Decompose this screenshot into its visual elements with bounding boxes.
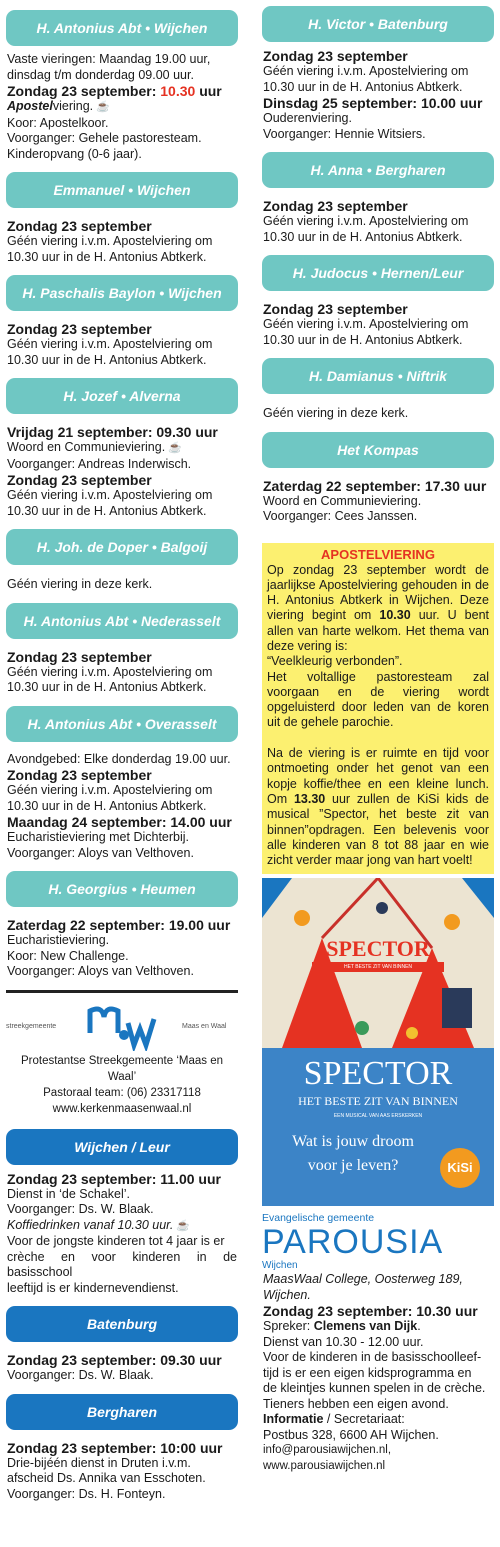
church-section [6, 1394, 238, 1503]
detail-line [263, 80, 493, 96]
line-text: Voorganger: Hennie Witsiers. [263, 126, 426, 141]
parousia-top: Evangelische gemeente [262, 1212, 375, 1225]
church-header: H. Jozef • Alverna [6, 378, 238, 414]
line-text: 10.30 uur in de H. Antonius Abtkerk. [263, 332, 463, 347]
parousia-info-label [263, 1412, 493, 1428]
line-text: Eucharistieviering met Dichterbij. [7, 830, 190, 844]
church-details [6, 1171, 238, 1297]
coffee-cup-icon: ☕ [93, 101, 110, 113]
detail-line [7, 577, 237, 593]
service-date [7, 83, 237, 99]
parousia-city: Wijchen [262, 1260, 298, 1272]
apostel-theme: “Veelkleurig verbonden”. [267, 654, 403, 669]
detail-line [7, 1471, 237, 1487]
church-details [262, 478, 494, 525]
service-date: Maandag 24 september: 14.00 uur [7, 814, 232, 830]
apostel-title: APOSTELVIERING [321, 546, 435, 562]
line-text: Woord en Communieviering. [263, 493, 422, 508]
line-text: crèche en voor kinderen in de basisschool [7, 1249, 237, 1279]
parousia-tieners: Tieners hebben een eigen avond. [263, 1396, 449, 1411]
streekgemeente-logo [6, 999, 238, 1053]
church-details [6, 1352, 238, 1384]
date-text: Zondag 23 september: [7, 83, 161, 99]
line-text: Voorganger: Ds. W. Blaak. [7, 1368, 154, 1382]
protestant-church-list [6, 1129, 238, 1503]
line-text: viering. [52, 99, 94, 113]
church-header: Het Kompas [262, 432, 494, 468]
parousia-address: MaasWaal College, Oosterweg 189, Wijchen. [263, 1272, 463, 1302]
parousia-spreker: Spreker: Clemens van Dijk. [263, 1319, 421, 1334]
church-header: H. Damianus • Niftrik [262, 358, 494, 394]
line-text: Géén viering i.v.m. Apostelviering om [7, 337, 213, 351]
detail-line [263, 214, 493, 230]
line-text: Voorganger: Ds. W. Blaak. [7, 1202, 154, 1216]
detail-line [7, 799, 237, 815]
church-section [6, 529, 238, 593]
line-text: Géén viering in deze kerk. [263, 406, 409, 420]
detail-line [7, 1368, 237, 1384]
line-text: Géén viering i.v.m. Apostelviering om [7, 783, 213, 797]
detail-line [7, 680, 237, 696]
kisi-logo: KiSi [440, 1148, 480, 1188]
service-date: Zondag 23 september [263, 198, 408, 214]
line-text: 10.30 uur in de H. Antonius Abtkerk. [7, 680, 207, 694]
service-date: Zondag 23 september: 10:00 uur [7, 1439, 223, 1456]
church-section [262, 6, 494, 142]
line-text: Dienst in ‘de Schakel’. [7, 1186, 130, 1201]
detail-line [7, 1234, 237, 1250]
line-text: afscheid Ds. Annika van Esschoten. [7, 1471, 206, 1485]
service-date: Zondag 23 september [263, 301, 408, 317]
protestant-name: Protestantse Streekgemeente ‘Maas en Waal’ [20, 1054, 223, 1083]
poster-title: SPECTOR [303, 1055, 453, 1093]
service-date: Zondag 23 september [7, 648, 152, 665]
left-column [6, 0, 238, 1502]
mw-logo-icon [84, 1001, 164, 1051]
detail-line [7, 234, 237, 250]
detail-line [7, 131, 237, 147]
protestant-team: Pastoraal team: (06) 23317118 [43, 1086, 201, 1099]
church-details [262, 198, 494, 245]
church-header: Emmanuel • Wijchen [6, 172, 238, 208]
line-text: 10.30 uur in de H. Antonius Abtkerk. [263, 229, 463, 244]
church-section [6, 1129, 238, 1297]
parousia-post: Postbus 328, 6600 AH Wijchen. [263, 1427, 439, 1442]
spector-poster [262, 878, 494, 1206]
line-text: Koffiedrinken vanaf 10.30 uur. [7, 1217, 174, 1232]
parousia-contact[interactable]: info@parousiawijchen.nl, www.parousiawijchen.nl [263, 1444, 392, 1472]
line-text: Géén viering i.v.m. Apostelviering om [263, 317, 469, 331]
line-text: Drie-bijéén dienst in Druten i.v.m. [7, 1455, 191, 1470]
parousia-kids3: de kleintjes kunnen spelen in de crèche. [263, 1381, 486, 1396]
detail-line [7, 964, 237, 980]
apostel-time1: 10.30 [379, 608, 411, 623]
line-text: Voorganger: Gehele pastoresteam. [7, 131, 202, 145]
line-text: Voorganger: Cees Janssen. [263, 509, 418, 523]
protestant-site[interactable]: www.kerkenmaasenwaal.nl [52, 1102, 192, 1115]
church-header: H. Georgius • Heumen [6, 871, 238, 907]
church-section [6, 871, 238, 980]
line-text: 10.30 uur in de H. Antonius Abtkerk. [7, 249, 207, 264]
detail-line [263, 317, 493, 333]
detail-line [263, 509, 493, 525]
church-section [262, 255, 494, 348]
service-date: Zondag 23 september [7, 767, 152, 783]
church-details [6, 1440, 238, 1503]
apostel-p1b: uur. U bent allen van harte welkom. Het thema van deze vering is: [267, 608, 489, 653]
line-text: dinsdag t/m donderdag 09.00 uur. [7, 67, 194, 82]
detail-line [7, 99, 237, 116]
detail-line [7, 337, 237, 353]
detail-line [7, 116, 237, 132]
parousia-kids2: tijd is er een eigen kidsprogramma en [263, 1365, 472, 1380]
apostel-text [267, 563, 489, 869]
detail-line [7, 250, 237, 266]
line-text: Géén viering i.v.m. Apostelviering om [7, 488, 213, 502]
detail-line [7, 488, 237, 504]
line-text: Woord en Communieviering. [7, 440, 166, 454]
church-section [6, 603, 238, 696]
parousia-logo: PAROUSIA [262, 1223, 444, 1262]
church-header: H. Victor • Batenburg [262, 6, 494, 42]
line-text: 10.30 uur in de H. Antonius Abtkerk. [7, 352, 207, 367]
logo-text-left: streekgemeente [6, 1022, 57, 1030]
line-text: 10.30 uur in de H. Antonius Abtkerk. [263, 79, 463, 94]
church-section [6, 172, 238, 265]
detail-line [263, 64, 493, 80]
church-header: H. Antonius Abt • Nederasselt [6, 603, 238, 639]
line-text: Voorganger: Andreas Inderwisch. [7, 456, 192, 471]
line-text: 10.30 uur in de H. Antonius Abtkerk. [7, 798, 207, 813]
line-text: Géén viering i.v.m. Apostelviering om [7, 664, 213, 679]
line-text: Koor: New Challenge. [7, 948, 129, 963]
service-date: Zaterdag 22 september: 17.30 uur [263, 477, 487, 494]
detail-line [7, 1456, 237, 1472]
service-date: Zondag 23 september: 11.00 uur [7, 1170, 221, 1187]
line-text: Kinderopvang (0-6 jaar). [7, 146, 142, 161]
coffee-cup-icon: ☕ [173, 1219, 191, 1232]
detail-line [7, 783, 237, 799]
church-details [262, 301, 494, 348]
poster-banner: SPECTOR [326, 936, 430, 962]
right-column [262, 0, 494, 1474]
church-details [6, 321, 238, 368]
service-date: Zondag 23 september [7, 472, 152, 488]
detail-line [7, 665, 237, 681]
line-text: 10.30 uur in de H. Antonius Abtkerk. [7, 503, 207, 518]
service-date: Vrijdag 21 september: 09.30 uur [7, 424, 218, 440]
logo-text-right: Maas en Waal [182, 1022, 227, 1030]
detail-line [7, 68, 237, 84]
left-church-list [6, 10, 238, 980]
line-text: Géén viering i.v.m. Apostelviering om [263, 64, 469, 78]
detail-line [7, 1250, 237, 1281]
church-details [6, 649, 238, 696]
detail-line [263, 230, 493, 246]
detail-line [263, 494, 493, 510]
church-details [6, 218, 238, 265]
apostel-word: Apostel [7, 99, 53, 113]
service-date: Zaterdag 22 september: 19.00 uur [7, 917, 231, 933]
parousia-date: Zondag 23 september: 10.30 uur [263, 1303, 478, 1320]
apostelviering-box [262, 543, 494, 875]
church-details [6, 917, 238, 980]
detail-line [7, 1218, 237, 1235]
poster-q2: voor je leven? [307, 1157, 399, 1175]
church-header: H. Judocus • Hernen/Leur [262, 255, 494, 291]
church-section [6, 275, 238, 368]
church-details [6, 752, 238, 862]
apostel-time2: 13.30 [293, 791, 326, 806]
apostel-p3a: Na de viering is er ruimte en tijd voor ontmoeting onder het genot van een kopje koffie/thee en een kleine lunch. Om [267, 746, 489, 806]
detail-line [263, 406, 493, 422]
detail-line [7, 457, 237, 473]
line-text: Voorganger: Aloys van Velthoven. [7, 845, 194, 860]
line-text: Avondgebed: Elke donderdag 19.00 uur. [7, 751, 231, 766]
church-details [6, 577, 238, 593]
spreker-name: Clemens van Dijk [313, 1319, 418, 1334]
church-section [6, 378, 238, 519]
detail-line [7, 752, 237, 768]
church-header: Wijchen / Leur [6, 1129, 238, 1165]
service-date: Zondag 23 september [7, 321, 152, 337]
church-section [262, 358, 494, 422]
detail-line [7, 1487, 237, 1503]
detail-line [7, 1187, 237, 1203]
detail-line [7, 52, 237, 68]
line-text: Voorganger: Ds. H. Fonteyn. [7, 1486, 166, 1501]
right-church-list [262, 6, 494, 525]
apostel-p3b: uur zullen de KiSi kids de musical ”Spector, het beste zit van binnen”opdragen. Een belevenis voor alle kinderen van 8 tot 88 jaar en wie zicht verder maar jong van hart voelt! [267, 791, 489, 868]
church-section [262, 432, 494, 525]
detail-line [7, 147, 237, 163]
line-text: Koor: Apostelkoor. [7, 115, 109, 130]
detail-line [263, 333, 493, 349]
detail-line [7, 830, 237, 846]
church-header: H. Joh. de Doper • Balgoij [6, 529, 238, 565]
service-date: Zondag 23 september [7, 218, 152, 234]
line-text: Vaste vieringen: Maandag 19.00 uur, [7, 52, 211, 66]
secretariaat-label: / Secretariaat: [323, 1412, 405, 1427]
detail-line [7, 933, 237, 949]
parousia-dienst: Dienst van 10.30 - 12.00 uur. [263, 1334, 424, 1349]
church-header: H. Anna • Bergharen [262, 152, 494, 188]
church-details [6, 424, 238, 519]
church-section [262, 152, 494, 245]
line-text: leeftijd is er kindernevendienst. [7, 1280, 179, 1295]
detail-line [7, 949, 237, 965]
time-suffix: uur [195, 83, 222, 99]
church-header: H. Paschalis Baylon • Wijchen [6, 275, 238, 311]
poster-subtitle: HET BESTE ZIT VAN BINNEN [298, 1094, 458, 1109]
detail-line [7, 846, 237, 862]
poster-banner-sub: HET BESTE ZIT VAN BINNEN [312, 962, 444, 972]
apostel-p2: Het voltallige pastoresteam zal voorgaan en de viering wordt opgeluisterd door leden van de koren uit de gehele parochie. [267, 669, 489, 730]
church-header: Batenburg [6, 1306, 238, 1342]
poster-circus-art [262, 878, 494, 1048]
church-section [6, 706, 238, 862]
line-text: Ouderenviering. [263, 111, 352, 125]
service-date: Zondag 23 september: 09.30 uur [7, 1352, 222, 1368]
detail-line [7, 1202, 237, 1218]
parousia-kids1: Voor de kinderen in de basisschoolleef- [263, 1350, 482, 1365]
coffee-cup-icon: ☕ [165, 442, 182, 454]
church-details [6, 52, 238, 162]
detail-line [7, 504, 237, 520]
line-text: Géén viering i.v.m. Apostelviering om [263, 214, 469, 228]
church-details [262, 406, 494, 422]
line-text: Géén viering i.v.m. Apostelviering om [7, 234, 213, 248]
info-label: Informatie [263, 1412, 324, 1427]
church-section [6, 10, 238, 162]
highlight-time: 10.30 [160, 83, 196, 99]
detail-line [263, 127, 493, 143]
service-date: Dinsdag 25 september: 10.00 uur [263, 95, 483, 111]
protestant-info [6, 1053, 238, 1117]
detail-line [263, 111, 493, 127]
apostel-p1a: Op zondag 23 september wordt de jaarlijkse Apostelviering gehouden in de H. Antonius Abtkerk in Wijchen. Deze viering begint om [267, 562, 489, 623]
parousia-info [262, 1272, 494, 1474]
church-header: Bergharen [6, 1394, 238, 1430]
line-text: Voor de jongste kinderen tot 4 jaar is er [7, 1234, 225, 1248]
detail-line [7, 440, 237, 457]
poster-credit: EEN MUSICAL VAN AAS ERSKERKEN [333, 1113, 423, 1120]
detail-line [7, 1281, 237, 1297]
detail-line [7, 353, 237, 369]
church-section [6, 1306, 238, 1384]
divider [6, 990, 238, 993]
church-details [262, 48, 494, 142]
church-header: H. Antonius Abt • Wijchen [6, 10, 238, 46]
poster-q1: Wat is jouw droom [292, 1133, 414, 1151]
church-header: H. Antonius Abt • Overasselt [6, 706, 238, 742]
line-text: Eucharistieviering. [7, 933, 110, 947]
poster-question [278, 1130, 428, 1178]
line-text: Géén viering in deze kerk. [7, 577, 153, 591]
spreker-label: Spreker: [263, 1319, 314, 1334]
service-date: Zondag 23 september [263, 48, 408, 64]
line-text: Voorganger: Aloys van Velthoven. [7, 964, 194, 978]
